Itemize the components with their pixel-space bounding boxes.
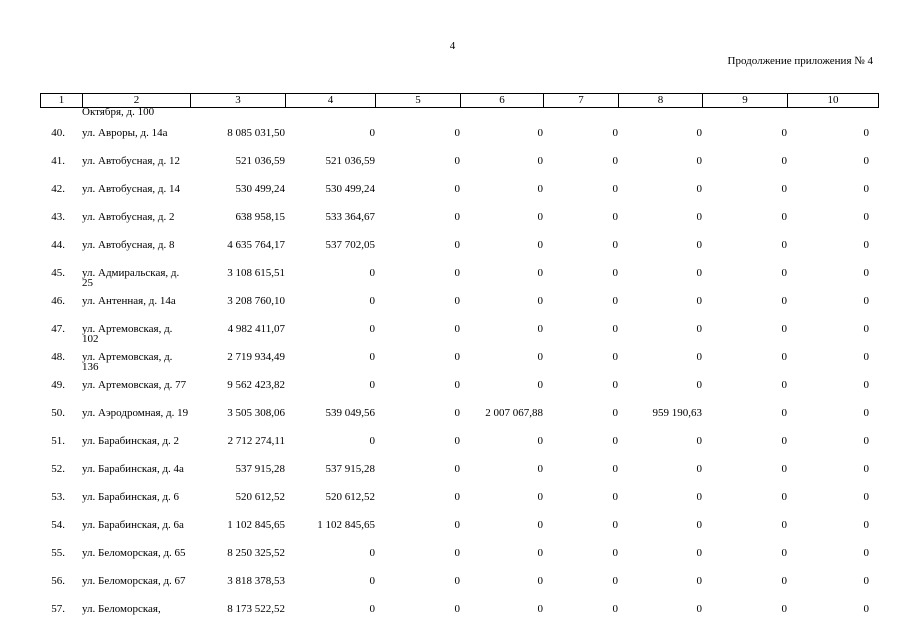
address-cell: ул. Автобусная, д. 14 xyxy=(82,183,181,195)
value-cell-3: 520 612,52 xyxy=(235,491,285,503)
address-cell: ул. Барабинская, д. 6а xyxy=(82,519,184,531)
address-cell: ул. Адмиральская, д. 25 xyxy=(82,267,180,289)
address-cell: ул. Антенная, д. 14а xyxy=(82,295,176,307)
table-row xyxy=(40,292,878,320)
column-number-header xyxy=(40,93,879,108)
row-number: 49. xyxy=(51,379,65,391)
value-cell-10: 0 xyxy=(863,575,869,587)
address-cell: ул. Беломорская, д. 65 xyxy=(82,547,186,559)
value-cell-3: 4 635 764,17 xyxy=(227,239,285,251)
value-cell-7: 0 xyxy=(612,603,618,615)
value-cell-7: 0 xyxy=(612,155,618,167)
table-row xyxy=(40,488,878,516)
value-cell-4: 0 xyxy=(369,575,375,587)
value-cell-3: 530 499,24 xyxy=(235,183,285,195)
value-cell-8: 0 xyxy=(696,603,702,615)
value-cell-9: 0 xyxy=(781,435,787,447)
value-cell-9: 0 xyxy=(781,351,787,363)
value-cell-5: 0 xyxy=(454,547,460,559)
value-cell-5: 0 xyxy=(454,603,460,615)
value-cell-8: 0 xyxy=(696,239,702,251)
row-number: 50. xyxy=(51,407,65,419)
value-cell-4: 0 xyxy=(369,435,375,447)
value-cell-9: 0 xyxy=(781,407,787,419)
value-cell-6: 0 xyxy=(537,603,543,615)
value-cell-3: 8 085 031,50 xyxy=(227,127,285,139)
value-cell-10: 0 xyxy=(863,323,869,335)
table-row xyxy=(40,180,878,208)
continuation-caption: Продолжение приложения № 4 xyxy=(727,55,873,67)
page-number: 4 xyxy=(449,40,456,52)
value-cell-10: 0 xyxy=(863,127,869,139)
value-cell-3: 3 208 760,10 xyxy=(227,295,285,307)
value-cell-5: 0 xyxy=(454,407,460,419)
value-cell-4: 533 364,67 xyxy=(325,211,375,223)
table-row xyxy=(40,124,878,152)
value-cell-8: 0 xyxy=(696,519,702,531)
value-cell-7: 0 xyxy=(612,575,618,587)
value-cell-8: 0 xyxy=(696,267,702,279)
value-cell-4: 0 xyxy=(369,603,375,615)
value-cell-5: 0 xyxy=(454,379,460,391)
value-cell-6: 0 xyxy=(537,463,543,475)
value-cell-6: 0 xyxy=(537,323,543,335)
value-cell-6: 0 xyxy=(537,547,543,559)
value-cell-8: 0 xyxy=(696,463,702,475)
value-cell-6: 0 xyxy=(537,351,543,363)
row-number: 57. xyxy=(51,603,65,615)
value-cell-10: 0 xyxy=(863,603,869,615)
value-cell-4: 0 xyxy=(369,295,375,307)
header-cell-2: 2 xyxy=(83,94,191,108)
address-cell: ул. Барабинская, д. 2 xyxy=(82,435,180,447)
value-cell-3: 2 712 274,11 xyxy=(227,435,285,447)
value-cell-9: 0 xyxy=(781,127,787,139)
value-cell-6: 0 xyxy=(537,295,543,307)
address-cell: ул. Артемовская, д. 77 xyxy=(82,379,187,391)
table-row xyxy=(40,600,878,628)
table-row xyxy=(40,432,878,460)
header-cell-6: 6 xyxy=(461,94,544,108)
header-cell-9: 9 xyxy=(703,94,788,108)
value-cell-3: 3 505 308,06 xyxy=(227,407,285,419)
address-cell: ул. Аэродромная, д. 19 xyxy=(82,407,189,419)
value-cell-5: 0 xyxy=(454,323,460,335)
address-cell: ул. Автобусная, д. 12 xyxy=(82,155,181,167)
value-cell-10: 0 xyxy=(863,491,869,503)
value-cell-8: 0 xyxy=(696,127,702,139)
row-number: 52. xyxy=(51,463,65,475)
value-cell-10: 0 xyxy=(863,407,869,419)
address-cell: ул. Автобусная, д. 2 xyxy=(82,211,175,223)
value-cell-3: 521 036,59 xyxy=(235,155,285,167)
value-cell-8: 0 xyxy=(696,183,702,195)
value-cell-8: 0 xyxy=(696,491,702,503)
value-cell-7: 0 xyxy=(612,239,618,251)
value-cell-7: 0 xyxy=(612,547,618,559)
row-number: 55. xyxy=(51,547,65,559)
value-cell-4: 520 612,52 xyxy=(325,491,375,503)
value-cell-4: 537 702,05 xyxy=(325,239,375,251)
value-cell-6: 0 xyxy=(537,379,543,391)
address-cell: ул. Авроры, д. 14а xyxy=(82,127,168,139)
row-number: 40. xyxy=(51,127,65,139)
value-cell-3: 8 173 522,52 xyxy=(227,603,285,615)
value-cell-9: 0 xyxy=(781,295,787,307)
value-cell-4: 0 xyxy=(369,127,375,139)
value-cell-7: 0 xyxy=(612,491,618,503)
row-number: 54. xyxy=(51,519,65,531)
value-cell-10: 0 xyxy=(863,351,869,363)
table-row xyxy=(40,264,878,292)
value-cell-9: 0 xyxy=(781,463,787,475)
value-cell-9: 0 xyxy=(781,547,787,559)
value-cell-8: 0 xyxy=(696,211,702,223)
header-cell-10: 10 xyxy=(788,94,879,108)
value-cell-4: 0 xyxy=(369,351,375,363)
value-cell-6: 2 007 067,88 xyxy=(485,407,543,419)
value-cell-6: 0 xyxy=(537,267,543,279)
value-cell-9: 0 xyxy=(781,183,787,195)
row-number: 53. xyxy=(51,491,65,503)
value-cell-8: 0 xyxy=(696,295,702,307)
value-cell-6: 0 xyxy=(537,211,543,223)
value-cell-6: 0 xyxy=(537,127,543,139)
value-cell-10: 0 xyxy=(863,183,869,195)
table-row xyxy=(40,404,878,432)
value-cell-4: 0 xyxy=(369,547,375,559)
header-cell-8: 8 xyxy=(619,94,703,108)
value-cell-7: 0 xyxy=(612,463,618,475)
value-cell-10: 0 xyxy=(863,211,869,223)
table-row xyxy=(40,208,878,236)
value-cell-8: 0 xyxy=(696,435,702,447)
header-cell-4: 4 xyxy=(286,94,376,108)
value-cell-5: 0 xyxy=(454,239,460,251)
value-cell-9: 0 xyxy=(781,379,787,391)
value-cell-7: 0 xyxy=(612,183,618,195)
row-number: 47. xyxy=(51,323,65,335)
address-cell: ул. Барабинская, д. 6 xyxy=(82,491,180,503)
value-cell-10: 0 xyxy=(863,239,869,251)
value-cell-6: 0 xyxy=(537,183,543,195)
address-cell: ул. Беломорская, xyxy=(82,603,161,615)
value-cell-10: 0 xyxy=(863,547,869,559)
table-row xyxy=(40,320,878,348)
value-cell-7: 0 xyxy=(612,295,618,307)
value-cell-10: 0 xyxy=(863,463,869,475)
value-cell-10: 0 xyxy=(863,519,869,531)
address-cell: ул. Артемовская, д. 102 xyxy=(82,323,173,345)
value-cell-5: 0 xyxy=(454,183,460,195)
value-cell-4: 539 049,56 xyxy=(325,407,375,419)
value-cell-10: 0 xyxy=(863,435,869,447)
value-cell-7: 0 xyxy=(612,435,618,447)
value-cell-5: 0 xyxy=(454,575,460,587)
value-cell-6: 0 xyxy=(537,239,543,251)
value-cell-8: 0 xyxy=(696,547,702,559)
value-cell-9: 0 xyxy=(781,603,787,615)
value-cell-5: 0 xyxy=(454,267,460,279)
value-cell-5: 0 xyxy=(454,491,460,503)
table-row xyxy=(40,348,878,376)
value-cell-4: 530 499,24 xyxy=(325,183,375,195)
value-cell-5: 0 xyxy=(454,435,460,447)
address-cell: ул. Беломорская, д. 67 xyxy=(82,575,186,587)
address-cell: ул. Артемовская, д. 136 xyxy=(82,351,173,373)
table-row xyxy=(40,516,878,544)
value-cell-8: 959 190,63 xyxy=(652,407,702,419)
row-number: 46. xyxy=(51,295,65,307)
row-number: 45. xyxy=(51,267,65,279)
value-cell-4: 537 915,28 xyxy=(325,463,375,475)
value-cell-3: 537 915,28 xyxy=(235,463,285,475)
header-cell-1: 1 xyxy=(41,94,83,108)
table-body xyxy=(40,124,878,628)
value-cell-9: 0 xyxy=(781,155,787,167)
value-cell-4: 521 036,59 xyxy=(325,155,375,167)
table-row xyxy=(40,152,878,180)
value-cell-7: 0 xyxy=(612,323,618,335)
value-cell-7: 0 xyxy=(612,351,618,363)
header-cell-7: 7 xyxy=(544,94,619,108)
value-cell-10: 0 xyxy=(863,295,869,307)
value-cell-6: 0 xyxy=(537,435,543,447)
value-cell-5: 0 xyxy=(454,519,460,531)
value-cell-10: 0 xyxy=(863,267,869,279)
row-number: 42. xyxy=(51,183,65,195)
value-cell-6: 0 xyxy=(537,519,543,531)
value-cell-3: 2 719 934,49 xyxy=(227,351,285,363)
value-cell-5: 0 xyxy=(454,127,460,139)
row-number: 56. xyxy=(51,575,65,587)
value-cell-10: 0 xyxy=(863,379,869,391)
value-cell-5: 0 xyxy=(454,463,460,475)
value-cell-3: 4 982 411,07 xyxy=(227,323,285,335)
value-cell-7: 0 xyxy=(612,519,618,531)
value-cell-3: 1 102 845,65 xyxy=(227,519,285,531)
value-cell-3: 638 958,15 xyxy=(235,211,285,223)
row-number: 41. xyxy=(51,155,65,167)
table-row xyxy=(40,460,878,488)
table-row xyxy=(40,572,878,600)
value-cell-5: 0 xyxy=(454,155,460,167)
value-cell-6: 0 xyxy=(537,155,543,167)
value-cell-4: 0 xyxy=(369,379,375,391)
value-cell-5: 0 xyxy=(454,211,460,223)
value-cell-7: 0 xyxy=(612,127,618,139)
value-cell-8: 0 xyxy=(696,155,702,167)
value-cell-3: 3 818 378,53 xyxy=(227,575,285,587)
value-cell-6: 0 xyxy=(537,491,543,503)
value-cell-9: 0 xyxy=(781,491,787,503)
value-cell-5: 0 xyxy=(454,295,460,307)
value-cell-3: 9 562 423,82 xyxy=(227,379,285,391)
value-cell-9: 0 xyxy=(781,323,787,335)
address-cell: ул. Барабинская, д. 4а xyxy=(82,463,184,475)
value-cell-7: 0 xyxy=(612,267,618,279)
value-cell-10: 0 xyxy=(863,155,869,167)
row-number: 44. xyxy=(51,239,65,251)
value-cell-9: 0 xyxy=(781,267,787,279)
value-cell-6: 0 xyxy=(537,575,543,587)
value-cell-9: 0 xyxy=(781,519,787,531)
value-cell-8: 0 xyxy=(696,379,702,391)
row-number: 48. xyxy=(51,351,65,363)
value-cell-3: 8 250 325,52 xyxy=(227,547,285,559)
value-cell-7: 0 xyxy=(612,379,618,391)
value-cell-8: 0 xyxy=(696,351,702,363)
value-cell-8: 0 xyxy=(696,323,702,335)
value-cell-4: 0 xyxy=(369,267,375,279)
value-cell-3: 3 108 615,51 xyxy=(227,267,285,279)
value-cell-7: 0 xyxy=(612,211,618,223)
header-cell-3: 3 xyxy=(191,94,286,108)
header-cell-5: 5 xyxy=(376,94,461,108)
table-row xyxy=(40,236,878,264)
value-cell-9: 0 xyxy=(781,239,787,251)
value-cell-7: 0 xyxy=(612,407,618,419)
value-cell-9: 0 xyxy=(781,211,787,223)
address-cell: ул. Автобусная, д. 8 xyxy=(82,239,175,251)
value-cell-4: 1 102 845,65 xyxy=(317,519,375,531)
value-cell-8: 0 xyxy=(696,575,702,587)
value-cell-4: 0 xyxy=(369,323,375,335)
row-number: 51. xyxy=(51,435,65,447)
value-cell-9: 0 xyxy=(781,575,787,587)
value-cell-5: 0 xyxy=(454,351,460,363)
table-row xyxy=(40,376,878,404)
carryover-address: Октября, д. 100 xyxy=(82,106,155,118)
table-row xyxy=(40,544,878,572)
row-number: 43. xyxy=(51,211,65,223)
